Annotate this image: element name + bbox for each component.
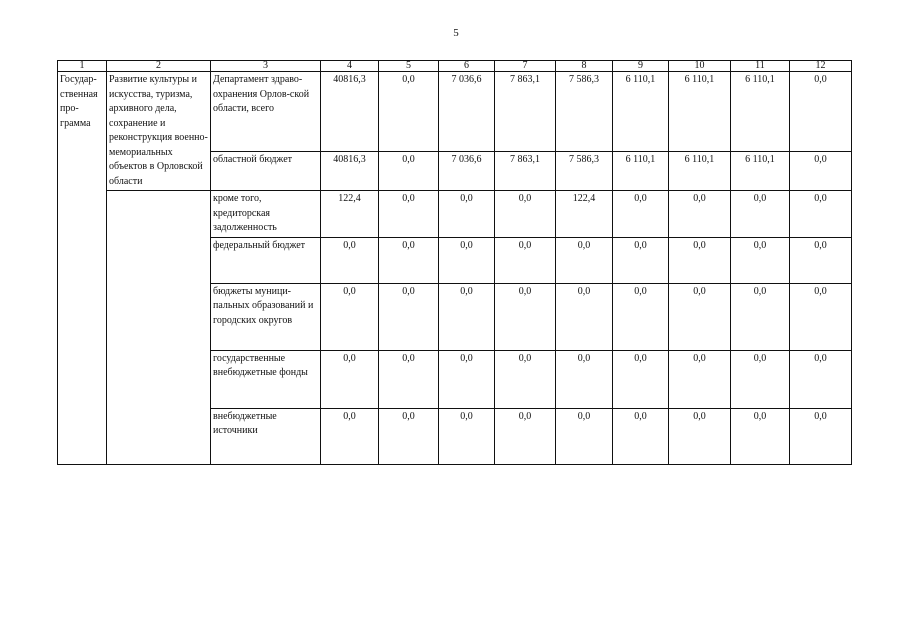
table-cell: 0,0 — [731, 350, 790, 408]
table-cell: 40816,3 — [321, 152, 379, 191]
table-row — [58, 191, 852, 238]
column-number-row — [58, 61, 852, 72]
program-name-cell: Развитие культуры и искусства, туризма, архивного дела, сохранение и реконструкция военно-мемориальных объектов в Орловской области — [107, 72, 211, 191]
table-cell: 122,4 — [321, 191, 379, 238]
budget-table — [57, 60, 852, 465]
table-cell: 0,0 — [669, 408, 731, 464]
table-cell: 0,0 — [790, 152, 852, 191]
table-cell: 0,0 — [379, 152, 439, 191]
program-type-cell: Государ-ственная про-грамма — [58, 72, 107, 465]
table-cell: 6 110,1 — [731, 72, 790, 152]
table-cell: 0,0 — [379, 237, 439, 283]
table-cell: 0,0 — [790, 72, 852, 152]
row-label: бюджеты муници-пальных образований и городских округов — [211, 283, 321, 350]
table-cell: 7 586,3 — [556, 72, 613, 152]
table-cell: 0,0 — [731, 408, 790, 464]
table-cell: 0,0 — [669, 191, 731, 238]
table-cell: 0,0 — [613, 237, 669, 283]
table-cell: 122,4 — [556, 191, 613, 238]
table-cell: 0,0 — [613, 350, 669, 408]
table-cell: 0,0 — [556, 237, 613, 283]
row-label: областной бюджет — [211, 152, 321, 191]
table-cell: 0,0 — [731, 237, 790, 283]
table-cell: 0,0 — [379, 283, 439, 350]
table-cell: 0,0 — [556, 283, 613, 350]
table-cell: 0,0 — [790, 350, 852, 408]
table-cell: 0,0 — [495, 283, 556, 350]
table-cell: 0,0 — [495, 408, 556, 464]
table-cell: 6 110,1 — [669, 152, 731, 191]
column-number: 3 — [211, 61, 321, 72]
table-cell: 0,0 — [613, 283, 669, 350]
table-cell: 0,0 — [669, 237, 731, 283]
table-cell: 0,0 — [439, 237, 495, 283]
row-label: государственные внебюджетные фонды — [211, 350, 321, 408]
column-number: 7 — [495, 61, 556, 72]
table-cell: 0,0 — [556, 408, 613, 464]
table-cell: 6 110,1 — [669, 72, 731, 152]
page-number: 5 — [453, 27, 459, 39]
table-cell: 0,0 — [321, 350, 379, 408]
column-number: 12 — [790, 61, 852, 72]
table-cell: 0,0 — [439, 191, 495, 238]
table-cell: 7 036,6 — [439, 72, 495, 152]
table-cell: 0,0 — [439, 283, 495, 350]
table-cell: 0,0 — [495, 191, 556, 238]
column-number: 9 — [613, 61, 669, 72]
table-cell: 0,0 — [439, 350, 495, 408]
table-row — [58, 72, 852, 152]
table-cell: 0,0 — [379, 350, 439, 408]
column-number: 1 — [58, 61, 107, 72]
table-cell: 0,0 — [495, 237, 556, 283]
table-cell: 7 863,1 — [495, 72, 556, 152]
column-number: 5 — [379, 61, 439, 72]
table-cell: 0,0 — [613, 408, 669, 464]
empty-cell — [107, 191, 211, 465]
table-cell: 0,0 — [379, 191, 439, 238]
column-number: 8 — [556, 61, 613, 72]
table-cell: 6 110,1 — [731, 152, 790, 191]
table-cell: 0,0 — [495, 350, 556, 408]
column-number: 11 — [731, 61, 790, 72]
table-cell: 0,0 — [439, 408, 495, 464]
table-cell: 0,0 — [321, 237, 379, 283]
table-cell: 0,0 — [790, 191, 852, 238]
row-label: внебюджетные источники — [211, 408, 321, 464]
table-cell: 6 110,1 — [613, 72, 669, 152]
table-cell: 0,0 — [731, 191, 790, 238]
table-cell: 0,0 — [379, 408, 439, 464]
table-cell: 0,0 — [613, 191, 669, 238]
row-label: Департамент здраво-охранения Орлов-ской области, всего — [211, 72, 321, 152]
table-cell: 0,0 — [669, 283, 731, 350]
table-cell: 7 586,3 — [556, 152, 613, 191]
table-cell: 0,0 — [790, 408, 852, 464]
table-cell: 40816,3 — [321, 72, 379, 152]
column-number: 2 — [107, 61, 211, 72]
row-label: федеральный бюджет — [211, 237, 321, 283]
column-number: 10 — [669, 61, 731, 72]
table-cell: 0,0 — [556, 350, 613, 408]
table-cell: 0,0 — [790, 237, 852, 283]
table-cell: 0,0 — [321, 283, 379, 350]
table-cell: 0,0 — [379, 72, 439, 152]
row-label: кроме того, кредиторская задолженность — [211, 191, 321, 238]
table-cell: 6 110,1 — [613, 152, 669, 191]
table-cell: 7 036,6 — [439, 152, 495, 191]
table-cell: 0,0 — [731, 283, 790, 350]
table-cell: 0,0 — [669, 350, 731, 408]
column-number: 6 — [439, 61, 495, 72]
table-cell: 0,0 — [321, 408, 379, 464]
column-number: 4 — [321, 61, 379, 72]
table-cell: 0,0 — [790, 283, 852, 350]
table-cell: 7 863,1 — [495, 152, 556, 191]
